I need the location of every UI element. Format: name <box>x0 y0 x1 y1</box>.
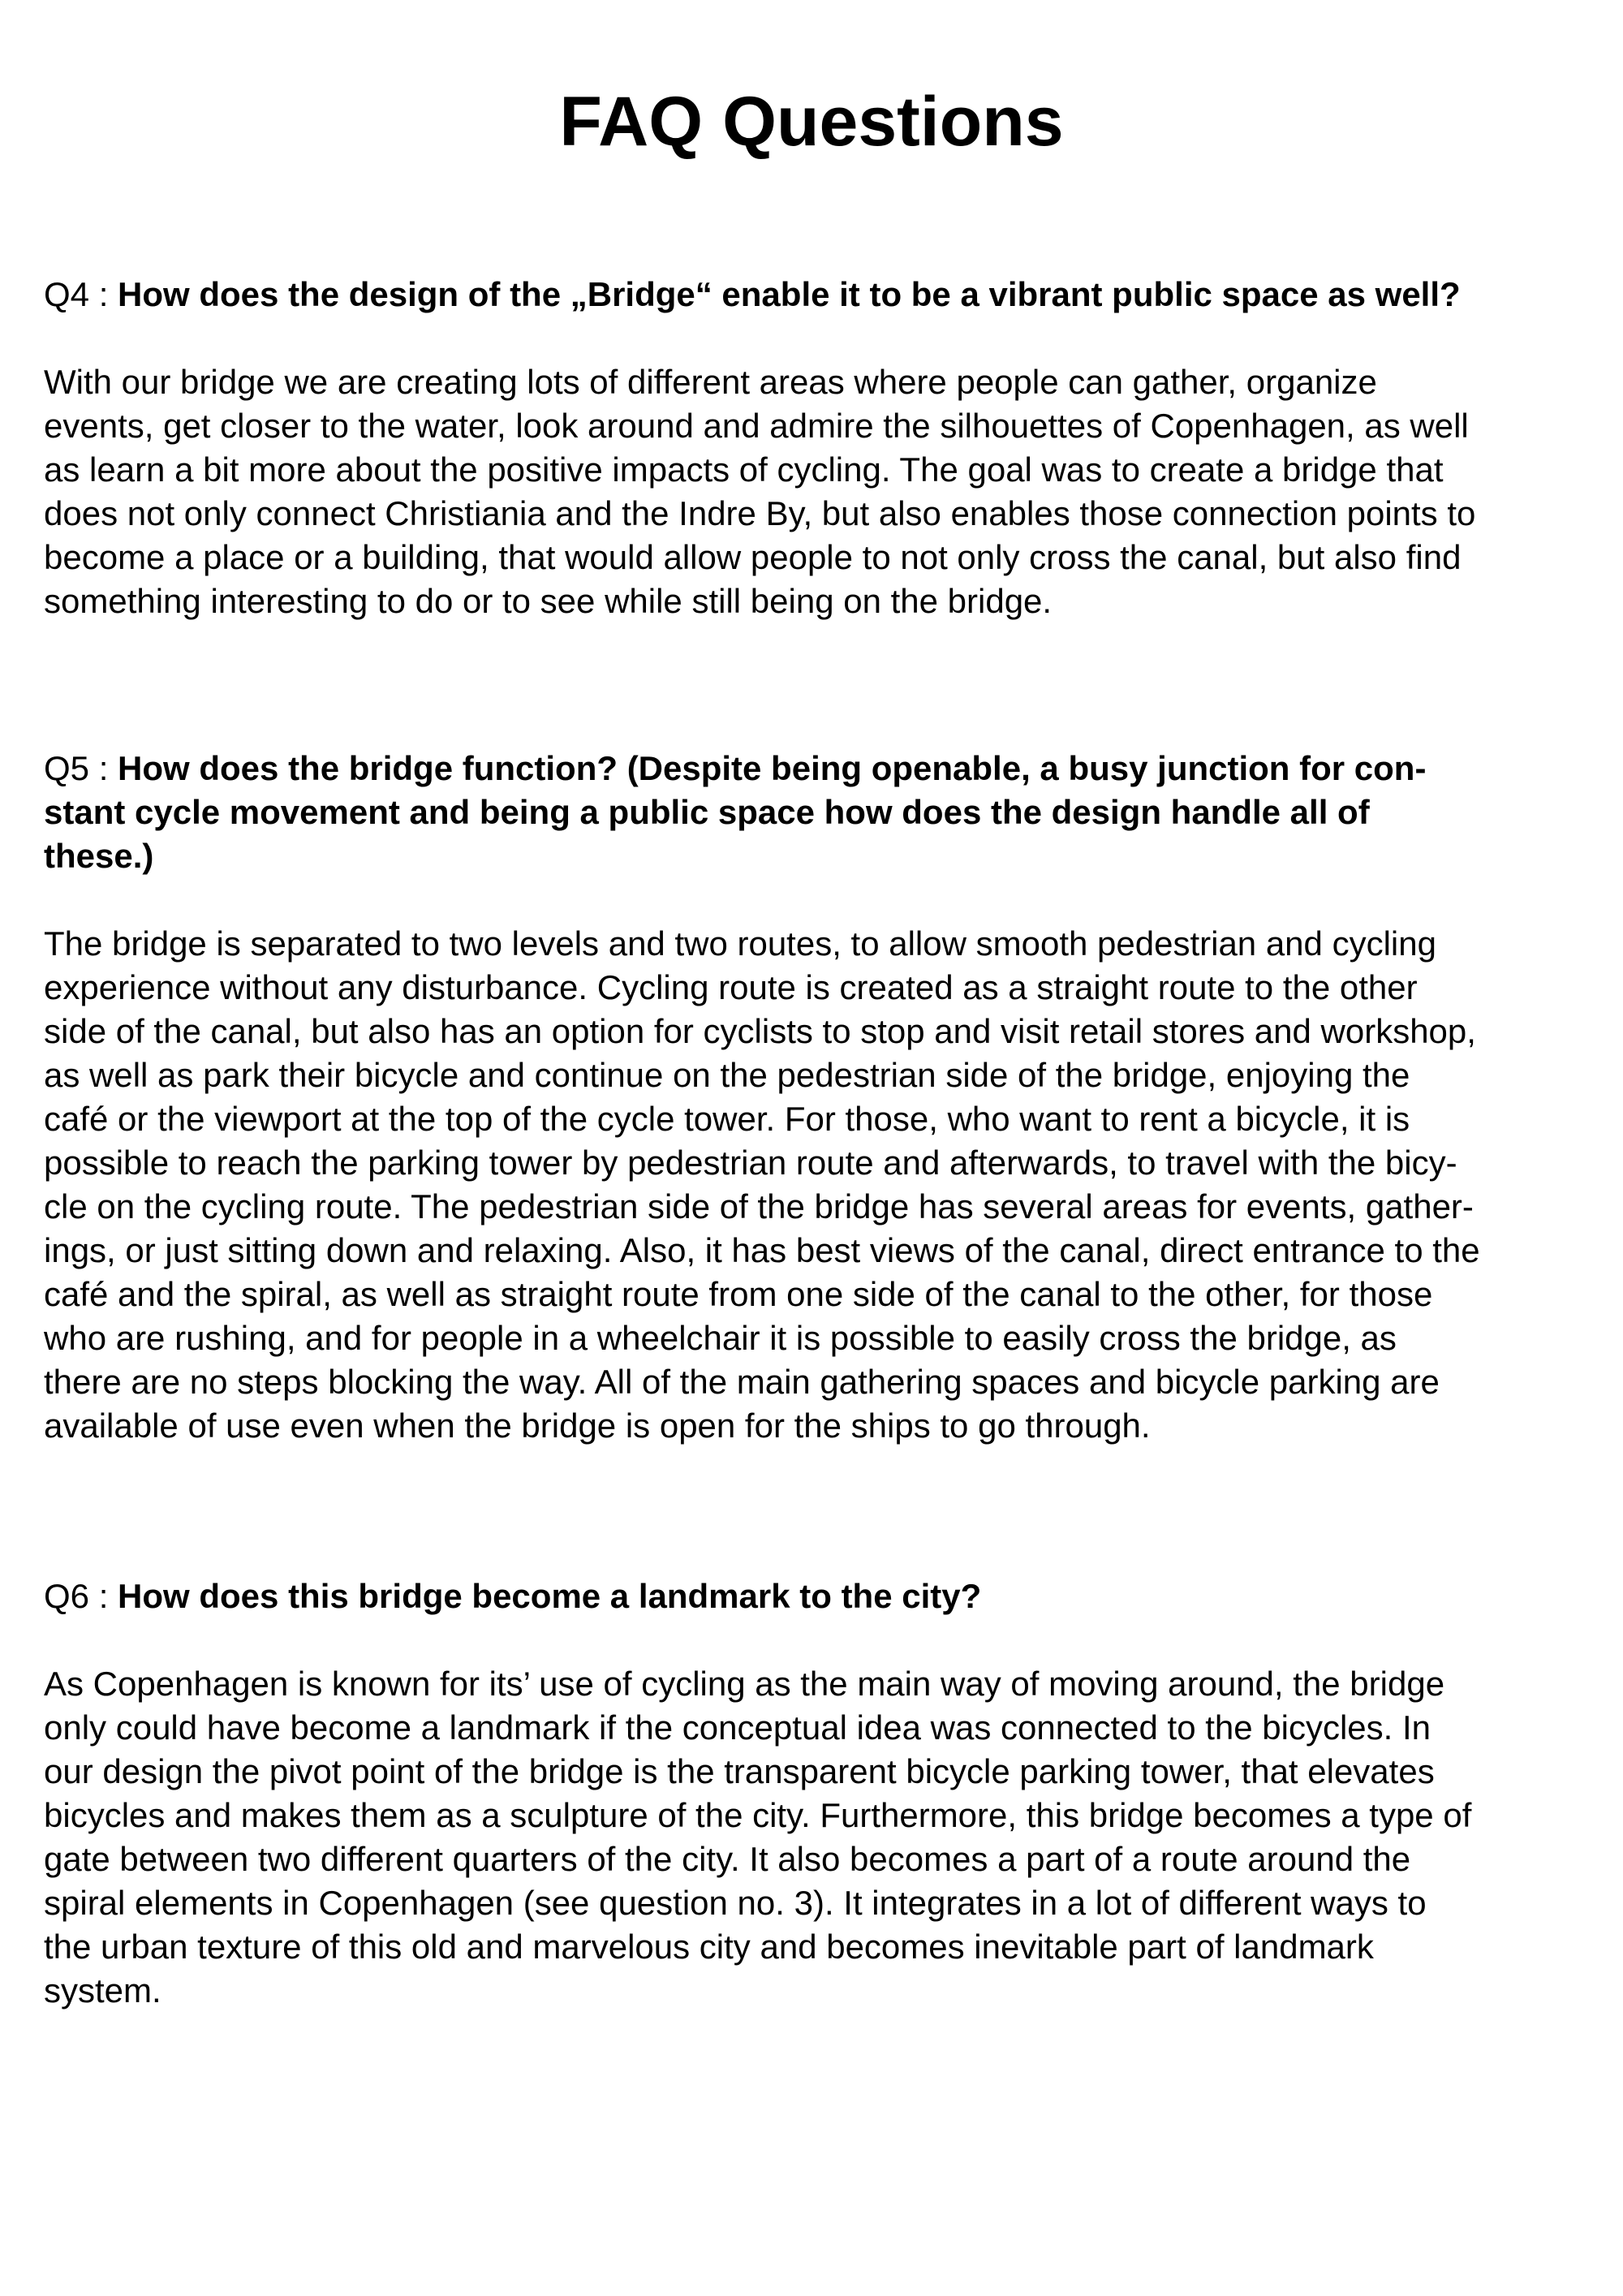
answer-line: spiral elements in Copenhagen (see question no. 3). It integrates in a lot of different ways to <box>44 1884 1427 1922</box>
answer-line: The bridge is separated to two levels and two routes, to allow smooth pedestrian and cycling <box>44 924 1436 963</box>
answer-line: does not only connect Christiania and the Indre By, but also enables those connection points to <box>44 494 1476 532</box>
answer-line: experience without any disturbance. Cycling route is created as a straight route to the other <box>44 968 1418 1006</box>
question-line <box>44 747 1602 790</box>
faq-item-q4 <box>44 273 1602 623</box>
answer-line: café or the viewport at the top of the cycle tower. For those, who want to rent a bicycle, it is <box>44 1100 1410 1138</box>
question-text: How does the design of the „Bridge“ enable it to be a vibrant public space as well? <box>118 275 1461 313</box>
answer-line: With our bridge we are creating lots of different areas where people can gather, organize <box>44 363 1377 401</box>
answer-line: there are no steps blocking the way. All of the main gathering spaces and bicycle parking are <box>44 1363 1440 1401</box>
faq-question <box>44 273 1602 317</box>
answer-line: As Copenhagen is known for its’ use of cycling as the main way of moving around, the bridge <box>44 1665 1445 1703</box>
answer-line: something interesting to do or to see while still being on the bridge. <box>44 582 1053 620</box>
question-number: Q6 : <box>44 1577 118 1615</box>
answer-line: bicycles and makes them as a sculpture of the city. Furthermore, this bridge becomes a type of <box>44 1796 1472 1834</box>
answer-line: as learn a bit more about the positive impacts of cycling. The goal was to create a bridge that <box>44 450 1444 489</box>
faq-answer <box>44 360 1602 623</box>
answer-line: side of the canal, but also has an option for cyclists to stop and visit retail stores and workshop, <box>44 1012 1476 1050</box>
question-text: stant cycle movement and being a public space how does the design handle all of <box>44 793 1370 831</box>
answer-line: ings, or just sitting down and relaxing. Also, it has best views of the canal, direct entrance to the <box>44 1231 1480 1269</box>
question-text: How does this bridge become a landmark to the city? <box>118 1577 982 1615</box>
faq-question <box>44 1574 1602 1618</box>
answer-line: events, get closer to the water, look around and admire the silhouettes of Copenhagen, as well <box>44 407 1469 445</box>
answer-line: as well as park their bicycle and continue on the pedestrian side of the bridge, enjoying the <box>44 1056 1410 1094</box>
answer-line: who are rushing, and for people in a wheelchair it is possible to easily cross the bridge, as <box>44 1319 1397 1357</box>
faq-question <box>44 747 1602 878</box>
question-text: these.) <box>44 837 154 875</box>
faq-item-q6 <box>44 1574 1602 2013</box>
question-text: How does the bridge function? (Despite being openable, a busy junction for con- <box>118 749 1427 787</box>
page-title: FAQ Questions <box>559 83 1064 161</box>
answer-line: become a place or a building, that would allow people to not only cross the canal, but also find <box>44 538 1462 576</box>
question-line <box>44 1574 1602 1618</box>
question-number: Q5 : <box>44 749 118 787</box>
answer-line: only could have become a landmark if the conceptual idea was connected to the bicycles. In <box>44 1708 1431 1747</box>
answer-line: system. <box>44 1971 161 2010</box>
question-line <box>44 273 1602 317</box>
answer-line: our design the pivot point of the bridge is the transparent bicycle parking tower, that elevates <box>44 1752 1435 1790</box>
answer-line: the urban texture of this old and marvelous city and becomes inevitable part of landmark <box>44 1928 1374 1966</box>
faq-answer <box>44 922 1602 1448</box>
question-number: Q4 : <box>44 275 118 313</box>
answer-line: cle on the cycling route. The pedestrian side of the bridge has several areas for events, gather- <box>44 1187 1474 1226</box>
faq-item-q5 <box>44 747 1602 1448</box>
answer-line: café and the spiral, as well as straight route from one side of the canal to the other, for those <box>44 1275 1433 1313</box>
answer-line: possible to reach the parking tower by pedestrian route and afterwards, to travel with the bicy- <box>44 1144 1457 1182</box>
answer-line: available of use even when the bridge is open for the ships to go through. <box>44 1406 1151 1445</box>
answer-line: gate between two different quarters of the city. It also becomes a part of a route around the <box>44 1840 1411 1878</box>
faq-answer <box>44 1662 1602 2013</box>
